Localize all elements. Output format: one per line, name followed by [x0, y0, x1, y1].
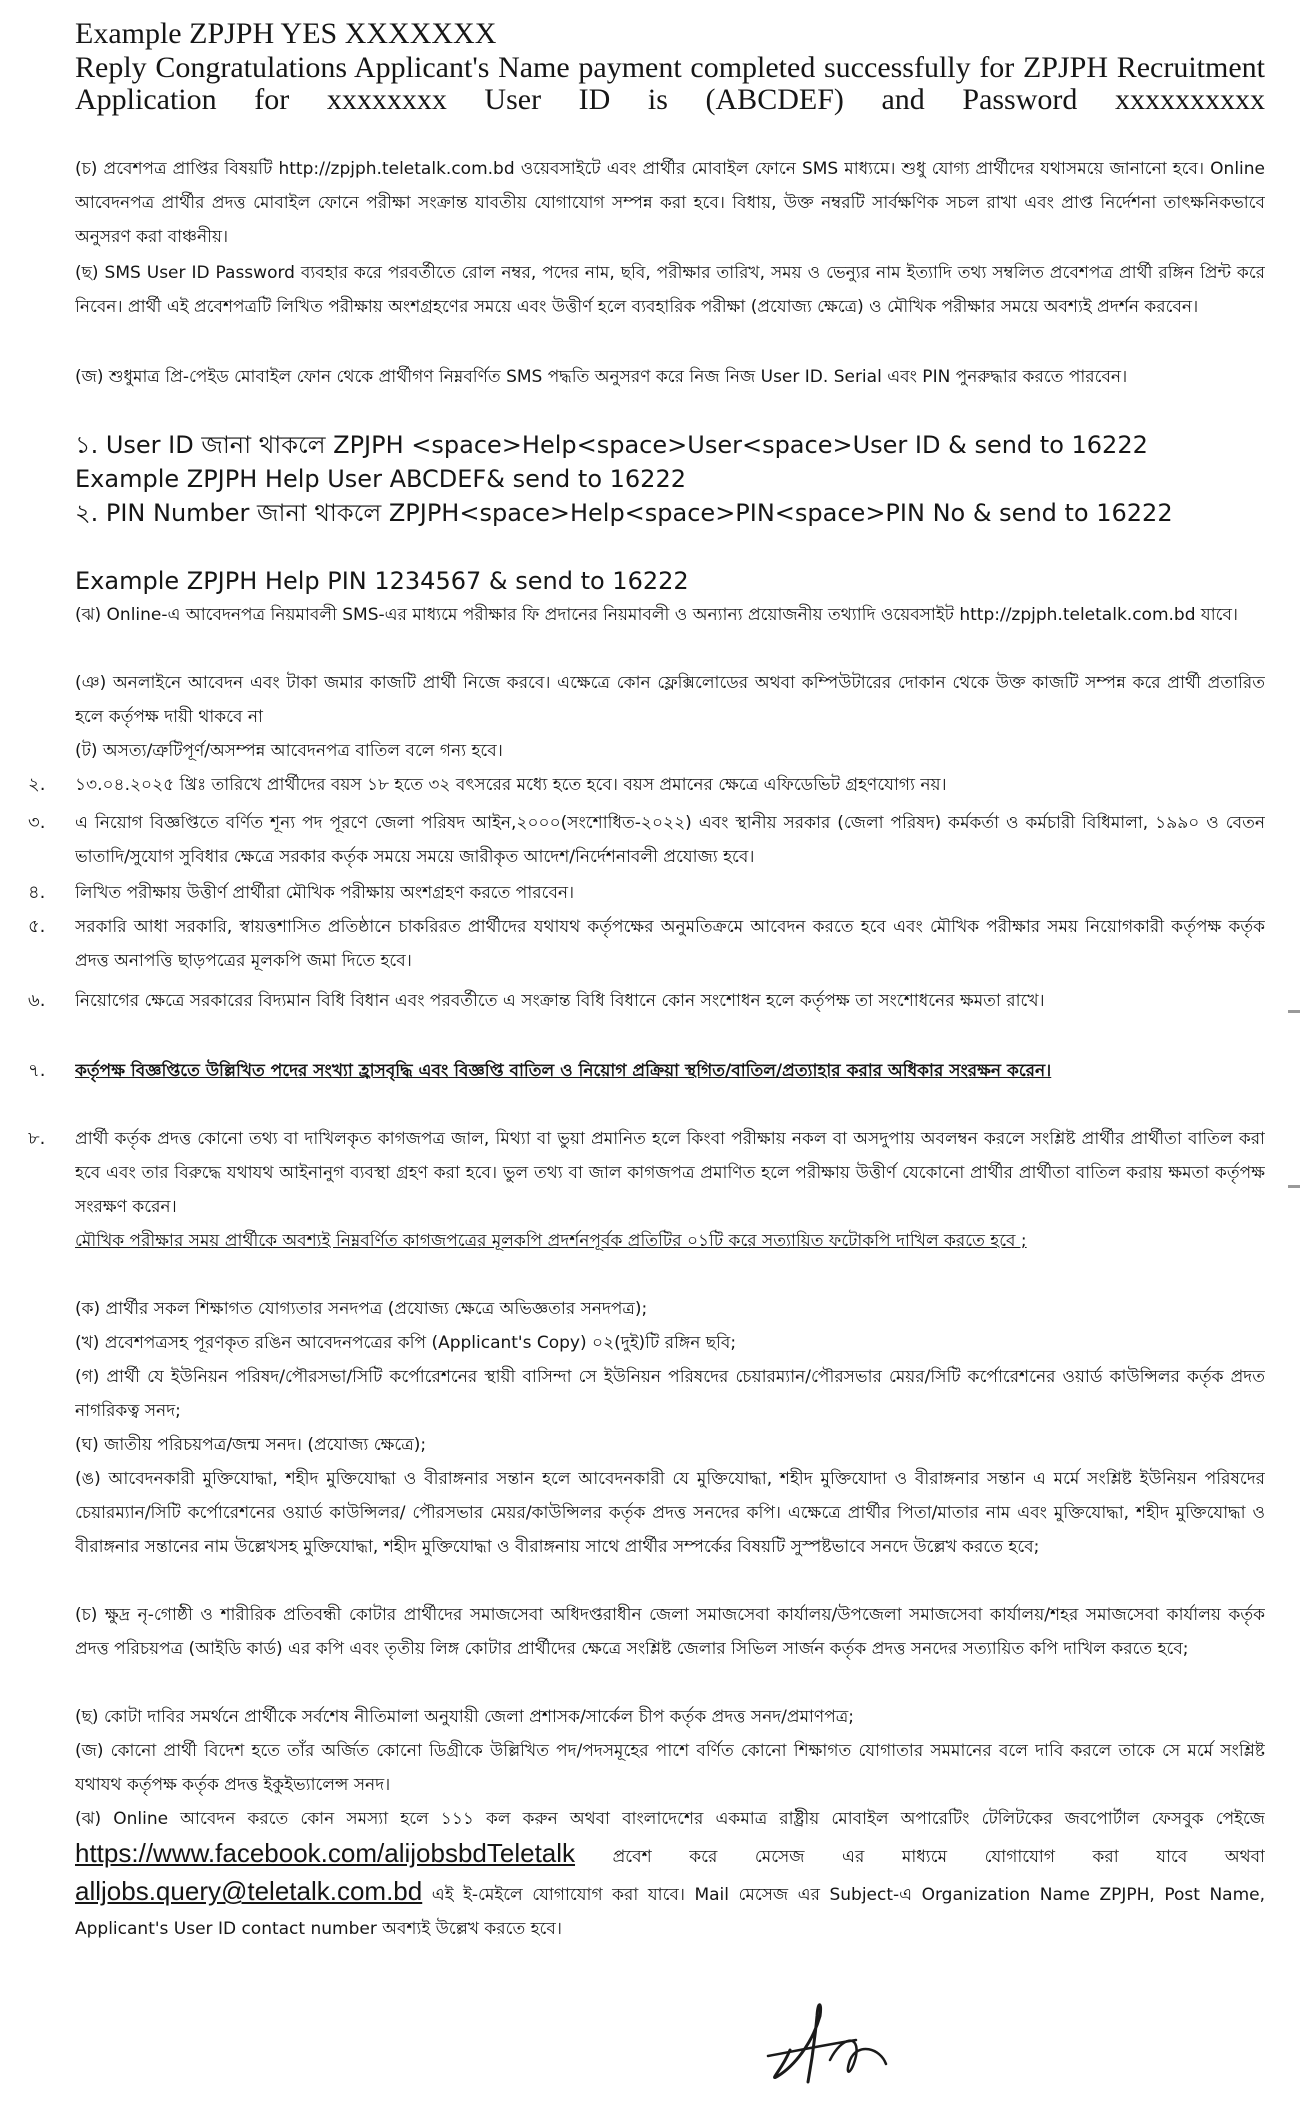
item-number: ৬. — [28, 990, 46, 1011]
sms-reply-template: Reply Congratulations Applicant's Name payment completed successfully for ZPJPH Recruitment Application for xxxxxxxx User ID is (ABCDEF) and Password xxxxxxxxxx — [75, 52, 1265, 116]
clause-ja: (জ) শুধুমাত্র প্রি-পেইড মোবাইল ফোন থেকে প্রার্থীগণ নিম্নবর্ণিত SMS পদ্ধতি অনুসরণ করে নিজ নিজ User ID. Serial এবং PIN পুনরুদ্ধার করতে পারবেন। — [75, 367, 1128, 387]
sms-user-id-format: ১. User ID জানা থাকলে ZPJPH <space>Help<space>User<space>User ID & send to 16222 — [75, 431, 1148, 459]
doc-kha: (খ) প্রবেশপত্রসহ পূরণকৃত রঙিন আবেদনপত্রের কপি (Applicant's Copy) ০২(দুই)টি রঙ্গিন ছবি; — [75, 1333, 737, 1353]
item-viva-eligibility: লিখিত পরীক্ষায় উত্তীর্ণ প্রার্থীরা মৌখিক পরীক্ষায় অংশগ্রহণ করতে পারবেন। — [75, 883, 575, 903]
clause-ta: (ট) অসত্য/ত্রুটিপূর্ণ/অসম্পন্ন আবেদনপত্র বাতিল বলে গন্য হবে। — [75, 741, 503, 761]
clause-jha: (ঝ) Online-এ আবেদনপত্র নিয়মাবলী SMS-এর মাধ্যমে পরীক্ষার ফি প্রদানের নিয়মাবলী ও অন্যান্য প্রয়োজনীয় তথ্যাদি ওয়েবসাইট http://zpjph.teletalk.com.bd যাবে। — [75, 605, 1238, 625]
doc-nga: (ঙ) আবেদনকারী মুক্তিযোদ্ধা, শহীদ মুক্তিযোদ্ধা ও বীরাঙ্গনার সন্তান হলে আবেদনকারী যে মুক্তিযোদ্ধা, শহীদ মুক্তিযোদা ও বীরাঙ্গনার সন্তান এ মর্মে সংশ্লিষ্ট ইউনিয়ন পরিষদের চেয়ারম্যান/সিটি কর্পোরেশনের ওয়ার্ড কাউন্সিলর/ পৌরসভার মেয়র/কাউন্সিলর কর্তৃক প্রদত্ত সনদের কপি। এক্ষেত্রে প্রার্থীর পিতা/মাতার নাম এবং মুক্তিযোদ্ধা, শহীদ মুক্তিযোদ্ধা ও বীরাঙ্গনার সন্তানের নাম উল্লেখসহ মুক্তিযোদ্ধা, শহীদ মুক্তিযোদ্ধা ও বীরাঙ্গনায় সাথে প্রার্থীর সম্পর্কের বিষয়টি সুস্পষ্টভাবে সনদে উল্লেখ করতে হবে; — [75, 1469, 1265, 1557]
item-applicable-rules: এ নিয়োগ বিজ্ঞপ্তিতে বর্ণিত শূন্য পদ পূরণে জেলা পরিষদ আইন,২০০০(সংশোধিত-২০২২) এবং স্থানীয় সরকার (জেলা পরিষদ) কর্মকর্তা ও কর্মচারী বিধিমালা, ১৯৯০ ও বেতন ভাতাদি/সুযোগ সুবিধার ক্ষেত্রে সরকার কর্তৃক সময়ে সময়ে জারীকৃত আদেশ/নির্দেশনাবলী প্রযোজ্য হবে। — [75, 813, 1265, 867]
item-reserved-rights: কর্তৃপক্ষ বিজ্ঞপ্তিতে উল্লিখিত পদের সংখ্যা হ্রাসবৃদ্ধি এবং বিজ্ঞপ্তি বাতিল ও নিয়োগ প্রক্রিয়া স্থগিত/বাতিল/প্রত্যাহার করার অধিকার সংরক্ষন করেন। — [75, 1061, 1052, 1081]
sms-pin-format: ২. PIN Number জানা থাকলে ZPJPH<space>Help<space>PIN<space>PIN No & send to 16222 — [75, 499, 1173, 527]
clause-cha: (চ) প্রবেশপত্র প্রাপ্তির বিষয়টি http://zpjph.teletalk.com.bd ওয়েবসাইটে এবং প্রার্থীর মোবাইল ফোনে SMS মাধ্যমে। শুধু যোগ্য প্রার্থীদের যথাসময়ে জানানো হবে। Online আবেদনপত্র প্রার্থীর প্রদত্ত মোবাইল ফোনে পরীক্ষা সংক্রান্ত যাবতীয় যোগাযোগ সম্পন্ন করা হবে। বিধায়, উক্ত নম্বরটি সার্বক্ষণিক সচল রাখা এবং প্রাপ্ত নির্দেশনা তাৎক্ষনিকভাবে অনুসরণ করা বাঞ্চনীয়। — [75, 159, 1265, 247]
item-number: ৫. — [28, 916, 46, 937]
scan-edge-mark — [1288, 1185, 1300, 1188]
facebook-page-link[interactable]: https://www.facebook.com/alijobsbdTeletalk — [75, 1838, 576, 1868]
item-employed-candidates: সরকারি আধা সরকারি, স্বায়ত্তশাসিত প্রতিষ্ঠানে চাকরিরত প্রার্থীদের যথাযথ কর্তৃপক্ষের অনুমতিক্রমে আবেদন করতে হবে এবং মৌখিক পরীক্ষার সময় নিয়োগকারী কর্তৃপক্ষ কর্তৃক প্রদত্ত অনাপত্তি ছাড়পত্রের মূলকপি জমা দিতে হবে। — [75, 917, 1265, 971]
item-number: ৭. — [28, 1060, 46, 1081]
contact-text-pre: (ঝ) Online আবেদন করতে কোন সমস্যা হলে ১১১ কল করুন অথবা বাংলাদেশের একমাত্র রাষ্ট্রীয় মোবাইল অপারেটিং টেলিটকের জবপোর্টাল ফেসবুক পেইজে — [75, 1809, 1265, 1829]
doc-chha: (ছ) কোটা দাবির সমর্থনে প্রার্থীকে সর্বশেষ নীতিমালা অনুযায়ী জেলা প্রশাসক/সার্কেল চীপ কর্তৃক প্রদত্ত সনদ/প্রমাণপত্র; — [75, 1707, 854, 1727]
contact-text-mid: প্রবেশ করে মেসেজ এর মাধ্যমে যোগাযোগ করা যাবে অথবা — [612, 1847, 1265, 1867]
scan-edge-mark — [1288, 1010, 1300, 1013]
support-email-link[interactable]: alljobs.query@teletalk.com.bd — [75, 1876, 423, 1906]
sms-user-id-example: Example ZPJPH Help User ABCDEF& send to 16222 — [75, 465, 686, 493]
item-number: ৮. — [28, 1128, 46, 1149]
sms-pin-example: Example ZPJPH Help PIN 1234567 & send to 16222 — [75, 567, 689, 595]
doc-ga: (গ) প্রার্থী যে ইউনিয়ন পরিষদ/পৌরসভা/সিটি কর্পোরেশনের স্থায়ী বাসিন্দা সে ইউনিয়ন পরিষদের চেয়ারম্যান/পৌরসভার মেয়র/সিটি কর্পোরেশনের ওয়ার্ড কাউন্সিলর কর্তৃক প্রদত নাগরিকত্ব সনদ; — [75, 1367, 1265, 1421]
viva-documents-intro: মৌখিক পরীক্ষার সময় প্রার্থীকে অবশ্যই নিম্নবর্ণিত কাগজপত্রের মূলকপি প্রদর্শনপূর্বক প্রতিটির ০১টি করে সত্যায়িত ফটোকপি দাখিল করতে হবে ; — [75, 1231, 1027, 1251]
item-number: ৩. — [28, 812, 46, 833]
doc-ka: (ক) প্রার্থীর সকল শিক্ষাগত যোগ্যতার সনদপত্র (প্রযোজ্য ক্ষেত্রে অভিজ্ঞতার সনদপত্র); — [75, 1299, 648, 1319]
item-false-information: প্রার্থী কর্তৃক প্রদত্ত কোনো তথ্য বা দাখিলকৃত কাগজপত্র জাল, মিথ্যা বা ভুয়া প্রমানিত হলে কিংবা পরীক্ষায় নকল বা অসদুপায় অবলম্বন করলে সংশ্লিষ্ট প্রার্থীর প্রার্থীতা বাতিল করা হবে এবং তার বিরুদ্ধে যথাযথ আইনানুগ ব্যবস্থা গ্রহণ করা হবে। ভুল তথ্য বা জাল কাগজপত্র প্রমাণিত হলে পরীক্ষায় উত্তীর্ণ যেকোনো প্রার্থীর প্রার্থীতা বাতিল করায় ক্ষমতা কর্তৃপক্ষ সংরক্ষণ করেন। — [75, 1129, 1265, 1217]
doc-gha: (ঘ) জাতীয় পরিচয়পত্র/জন্ম সনদ। (প্রযোজ্য ক্ষেত্রে); — [75, 1435, 427, 1455]
sms-reply-example: Example ZPJPH YES XXXXXXX — [75, 17, 497, 50]
contact-text-post: এই ই-মেইলে যোগাযোগ করা যাবে। Mail মেসেজ এর Subject-এ Organization Name ZPJPH, Post Name, Applicant's User ID contact number অবশ্যই উল্লেখ করতে হবে। — [75, 1885, 1265, 1939]
item-number: ৪. — [28, 882, 46, 903]
doc-cha: (চ) ক্ষুদ্র নৃ-গোষ্ঠী ও শারীরিক প্রতিবন্ধী কোটার প্রার্থীদের সমাজসেবা অধিদপ্তরাধীন জেলা সমাজসেবা কার্যালয়/উপজেলা সমাজসেবা কার্যালয়/শহর সমাজসেবা কার্যালয় কর্তৃক প্রদত্ত পরিচয়পত্র (আইডি কার্ড) এর কপি এবং তৃতীয় লিঙ্গ কোটার প্রার্থীদের ক্ষেত্রে সংশ্লিষ্ট জেলার সিভিল সার্জন কর্তৃক প্রদত্ত সনদের সত্যায়িত কপি দাখিল করতে হবে; — [75, 1605, 1265, 1659]
clause-chha: (ছ) SMS User ID Password ব্যবহার করে পরবর্তীতে রোল নম্বর, পদের নাম, ছবি, পরীক্ষার তারিখ, সময় ও ভেন্যুর নাম ইত্যাদি তথ্য সম্বলিত প্রবেশপত্র প্রার্থী রঙ্গিন প্রিন্ট করে নিবেন। প্রার্থী এই প্রবেশপত্রটি লিখিত পরীক্ষায় অংশগ্রহণের সময়ে এবং উত্তীর্ণ হলে ব্যবহারিক পরীক্ষা (প্রযোজ্য ক্ষেত্রে) ও মৌখিক পরীক্ষার সময়ে অবশ্যই প্রদর্শন করবেন। — [75, 263, 1265, 317]
item-amendment-authority: নিয়োগের ক্ষেত্রে সরকারের বিদ্যমান বিধি বিধান এবং পরবর্তীতে এ সংক্রান্ত বিধি বিধানে কোন সংশোধন হলে কর্তৃপক্ষ তা সংশোধনের ক্ষমতা রাখে। — [75, 991, 1045, 1011]
doc-ja: (জ) কোনো প্রার্থী বিদেশ হতে তাঁর অর্জিত কোনো ডিগ্রীকে উল্লিখিত পদ/পদসমূহের পাশে বর্ণিত কোনো শিক্ষাগত যোগাতার সমমানের বলে দাবি করলে তাকে সে মর্মে সংশ্লিষ্ট যথাযথ কর্তৃপক্ষ কর্তৃক প্রদত্ত ইকুইভ্যালেন্স সনদ। — [75, 1741, 1265, 1795]
handwritten-signature — [760, 1990, 900, 2090]
clause-nya: (ঞ) অনলাইনে আবেদন এবং টাকা জমার কাজটি প্রার্থী নিজে করবে। এক্ষেত্রে কোন ফ্লেক্সিলোডের অথবা কম্পিউটারের দোকান থেকে উক্ত কাজটি সম্পন্ন করে প্রার্থী প্রতারিত হলে কর্তৃপক্ষ দায়ী থাকবে না — [75, 673, 1265, 727]
doc-jha-contact — [75, 1802, 1265, 1962]
item-number: ২. — [28, 774, 46, 795]
item-age-limit: ১৩.০৪.২০২৫ খ্রিঃ তারিখে প্রার্থীদের বয়স ১৮ হতে ৩২ বৎসরের মধ্যে হতে হবে। বয়স প্রমানের ক্ষেত্রে এফিডেভিট গ্রহণযোগ্য নয়। — [75, 775, 947, 795]
